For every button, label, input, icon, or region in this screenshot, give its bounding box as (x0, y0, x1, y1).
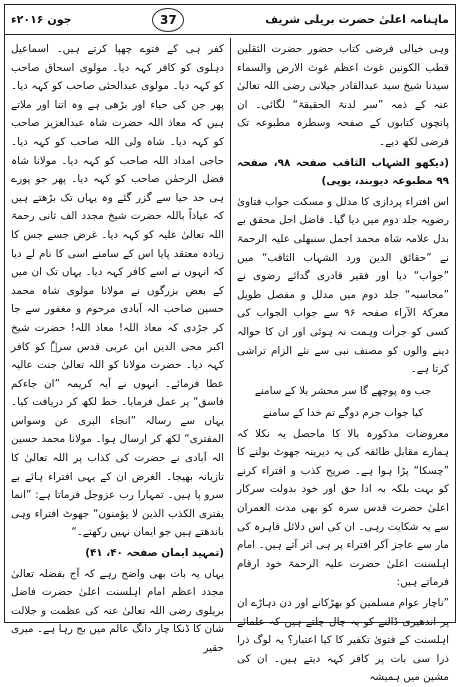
issue-date: جون ۲۰۱۶ء (11, 13, 72, 26)
text-columns (5, 38, 455, 684)
left-column (5, 38, 230, 654)
paragraph: یہاں یہ بات بھی واضح رہے کہ آج بفضلہ تعالیٰ مجدد اعظم امام اہلسنت اعلیٰ حضرت فاضل بریلوی رضی اللہ تعالیٰ عنہ کی عظمت و جلالت شان کا ڈنکا چار دانگ عالم میں بج رہا ہے۔ میری حقیر (11, 567, 224, 654)
paragraph: اس افتراء پردازی کا مدلل و مسکت جواب فتاویٰ رضویہ جلد دوم میں دیا گیا۔ فاضل اجل محقق بے بدل علامہ شاہ محمد اجمل سنبھلی علیہ الرحمۃ نے ”حقائق الدین ورد الشہاب الثاقب“ میں ”جواب“ دیا اور فقیر قادری گدائے رضوی نے ”محاسبہ“ جلد دوم میں مدلل و مفصل طویل معرکۃ الآراء صفحہ ۹۶ سے جواب الجواب کی کسی کو جرأت وہمت نہ ہوئی اور ان کا حوالہ دینے والوں کو مصنف نبی سے نئے الزام تراشی کرتا ہے۔ (237, 195, 449, 376)
reference: (دیکھو الشہاب الثاقب صفحہ ۹۸، صفحہ ۹۹ مطبوعہ دیوبند، یوپی) (237, 156, 449, 188)
verse-line: جب وہ پوچھے گا سر محشر بلا کے سامنے (254, 384, 432, 397)
magazine-page (4, 4, 456, 684)
paragraph: وہی خیالی فرضی کتاب حضور حضرت الثقلین قطب الکونین غوث اعظم غوث الارض والسماء سیدنا شیخ سید عبدالقادر جیلانی رضی اللہ تعالیٰ عنہ کے ذمہ ”سر لدنۃ الحقیقۃ“ لگائی۔ ان پانچوں کتابوں کے صفحہ وسطرہ مطبوعہ تک فرضی لکھ دیے۔ (237, 43, 449, 148)
quotation: ”ناچار عوام مسلمین کو بھڑکانے اور دن دہاڑے ان پر اندھیری ڈالنے کو یہ چال چلتے ہیں کہ علمائے اہلسنت کے فتویٰ تکفیر کا کیا اعتبار؟ یہ لوگ ذرا ذرا سی بات پر کافر کہہ دیتے ہیں۔ ان کی مشین میں ہمیشہ (237, 597, 449, 684)
quotation: کفر ہی کے فتوے چھپا کرتے ہیں۔ اسماعیل دہلوی کو کافر کہہ دیا۔ مولوی اسحاق صاحب کو کہہ دیا۔ مولوی عبدالحئی صاحب کو کہہ دیا۔ پھر جن کی حیاء اور بڑھی ہے وہ اتنا اور ملاتے ہیں کہ معاذ اللہ حضرت شاہ عبدالعزیز صاحب کو کہہ دیا۔ شاہ ولی اللہ صاحب کو کہہ دیا۔ حاجی امداد اللہ صاحب کو کہہ دیا۔ مولانا شاہ فضل الرحمٰن صاحب کو کہہ دیا۔ پھر جو پورے ہی حد حیا سے گزر گئے وہ یہاں تک بڑھتے ہیں کہ عیاذاً باللہ حضرت شیخ مجدد الف ثانی رحمۃ اللہ تعالیٰ علیہ کو کہہ دیا۔ غرض جسے جس کا زیادہ معتقد پایا اس کے سامنے اسی کا نام لے دیا کہ انہوں نے اسے کافر کہہ دیا۔ یہاں تک ان میں کے بعض بزرگوں نے مولانا مولوی شاہ محمد حسین صاحب الہ آبادی مرحوم و مغفور سے جا کر جڑدی کہ معاذ اللہ! معاذ اللہ! حضرت شیخ اکبر محی الدین ابن عربی قدس سرہٗ کو کافر کہہ دیا۔ حضرت مولانا کو اللہ تعالیٰ جنت عالیہ عطا فرمائے۔ انہوں نے آیہ کریمہ ”ان جاءکم فاسق“ پر عمل فرمایا۔ خط لکھ کر دریافت کیا۔ یہاں سے رسالہ ”انجاء البری عن وسواس المفتری“ لکھ کر ارسال ہوا۔ مولانا محمد حسین الہ آبادی نے حضرت کی کذاب پر اللہ تعالیٰ کا تازیانہ بھیجا۔ الغرض ان کے یہی افتراء ہائے بے سرو پا ہیں۔ تمہارا رب عزوجل فرماتا ہے: ”انما یفتری الکذب الذین لا یؤمنون“ جھوٹ افتراء وہی باندھتے ہیں جو ایمان نہیں رکھتے۔“ (11, 43, 224, 539)
paragraph: معروضات مذکورہ بالا کا ماحصل یہ نکلا کہ ہمارے مقابل طائفہ کی یہ دیرینہ جھوٹ بولنے کا ”چسکا“ پڑا ہوا ہے۔ صریح کذب و افتراء کرنے کو بہت بلکہ بہ ادا حق اور خود بدولت سرکار اعلیٰ حضرت قدس سرہ کو بھی مدت العمران سے یہ شکایت رہی۔ ان کی اس دلائل قاہرہ کی مار سے عاجز آکر افتراء پر ہی اتر آتے ہیں۔ امام اہلسنت اعلیٰ حضرت علیہ الرحمۃ خود ارقام فرماتے ہیں: (237, 427, 449, 589)
right-column (230, 38, 455, 684)
reference: (تمہید ایمان صفحہ ۴۰، ۴۱) (85, 547, 224, 560)
magazine-title: ماہنامہ اعلیٰ حضرت بریلی شریف (265, 13, 449, 26)
page-number: 37 (152, 8, 184, 32)
verse-line: کیا جواب جرم دوگے تم خدا کے سامنے (262, 406, 424, 419)
page-header (5, 5, 455, 35)
